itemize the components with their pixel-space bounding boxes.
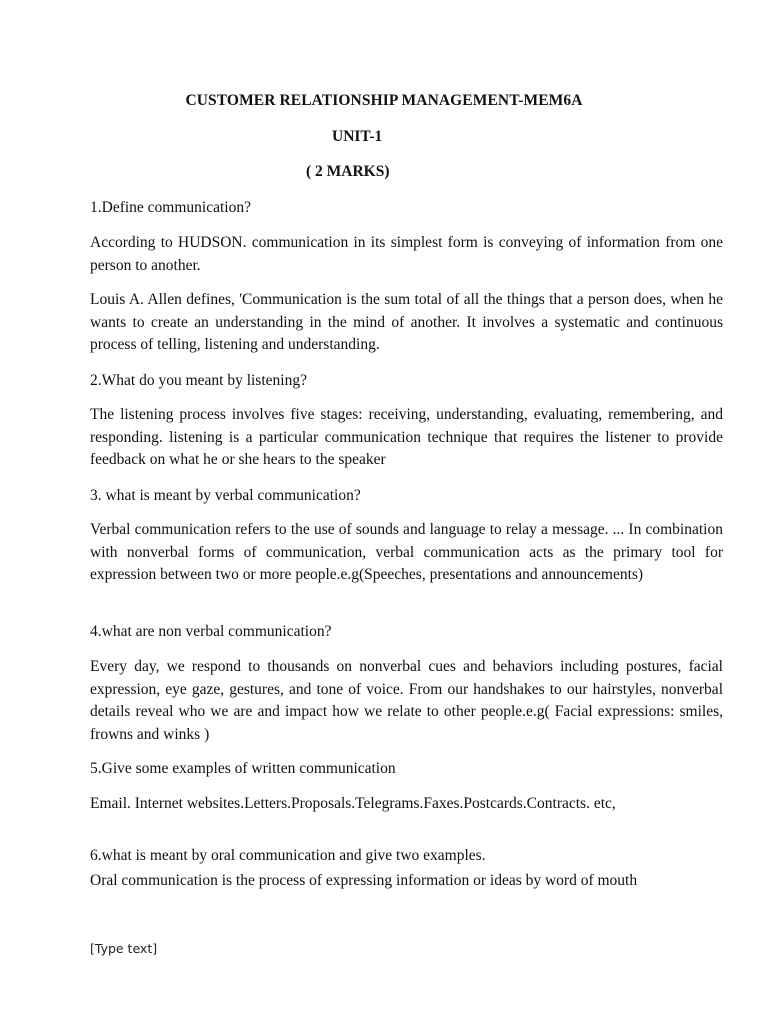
answer-2-paragraph-1: The listening process involves five stages: receiving, understanding, evaluating, remembering, and responding. listening is a particular communication technique that requires the listener to provide feedback on what he or she hears to the speaker	[90, 406, 723, 468]
question-1: 1.Define communication?	[90, 199, 251, 216]
question-2: 2.What do you meant by listening?	[90, 372, 307, 389]
marks-heading: ( 2 MARKS)	[306, 163, 390, 180]
answer-1-paragraph-1: According to HUDSON. communication in its simplest form is conveying of information from one person to another.	[90, 234, 723, 274]
answer-4-paragraph-1: Every day, we respond to thousands on nonverbal cues and behaviors including postures, facial expression, eye gaze, gestures, and tone of voice. From our handshakes to our hairstyles, nonverbal details reveal who we are and impact how we relate to other people.e.g( Facial expressions: smiles, frowns and winks )	[90, 658, 723, 743]
question-6: 6.what is meant by oral communication and give two examples.	[90, 847, 486, 864]
answer-6-paragraph-1: Oral communication is the process of expressing information or ideas by word of mouth	[90, 872, 638, 889]
answer-1-paragraph-2: Louis A. Allen defines, 'Communication is the sum total of all the things that a person does, when he wants to create an understanding in the mind of another. It involves a systematic and continuous process of telling, listening and understanding.	[90, 291, 723, 353]
question-3: 3. what is meant by verbal communication?	[90, 487, 361, 504]
question-4: 4.what are non verbal communication?	[90, 623, 332, 640]
answer-3-paragraph-1: Verbal communication refers to the use of sounds and language to relay a message. ... In combination with nonverbal forms of communication, verbal communication acts as the primary tool for expression between two or more people.e.g(Speeches, presentations and announcements)	[90, 521, 723, 583]
question-5: 5.Give some examples of written communication	[90, 760, 396, 777]
footer-placeholder-text: [Type text]	[90, 941, 158, 956]
document-title: CUSTOMER RELATIONSHIP MANAGEMENT-MEM6A	[185, 92, 583, 109]
answer-5-paragraph-1: Email. Internet websites.Letters.Proposals.Telegrams.Faxes.Postcards.Contracts. etc,	[90, 795, 616, 812]
unit-heading: UNIT-1	[332, 128, 383, 145]
